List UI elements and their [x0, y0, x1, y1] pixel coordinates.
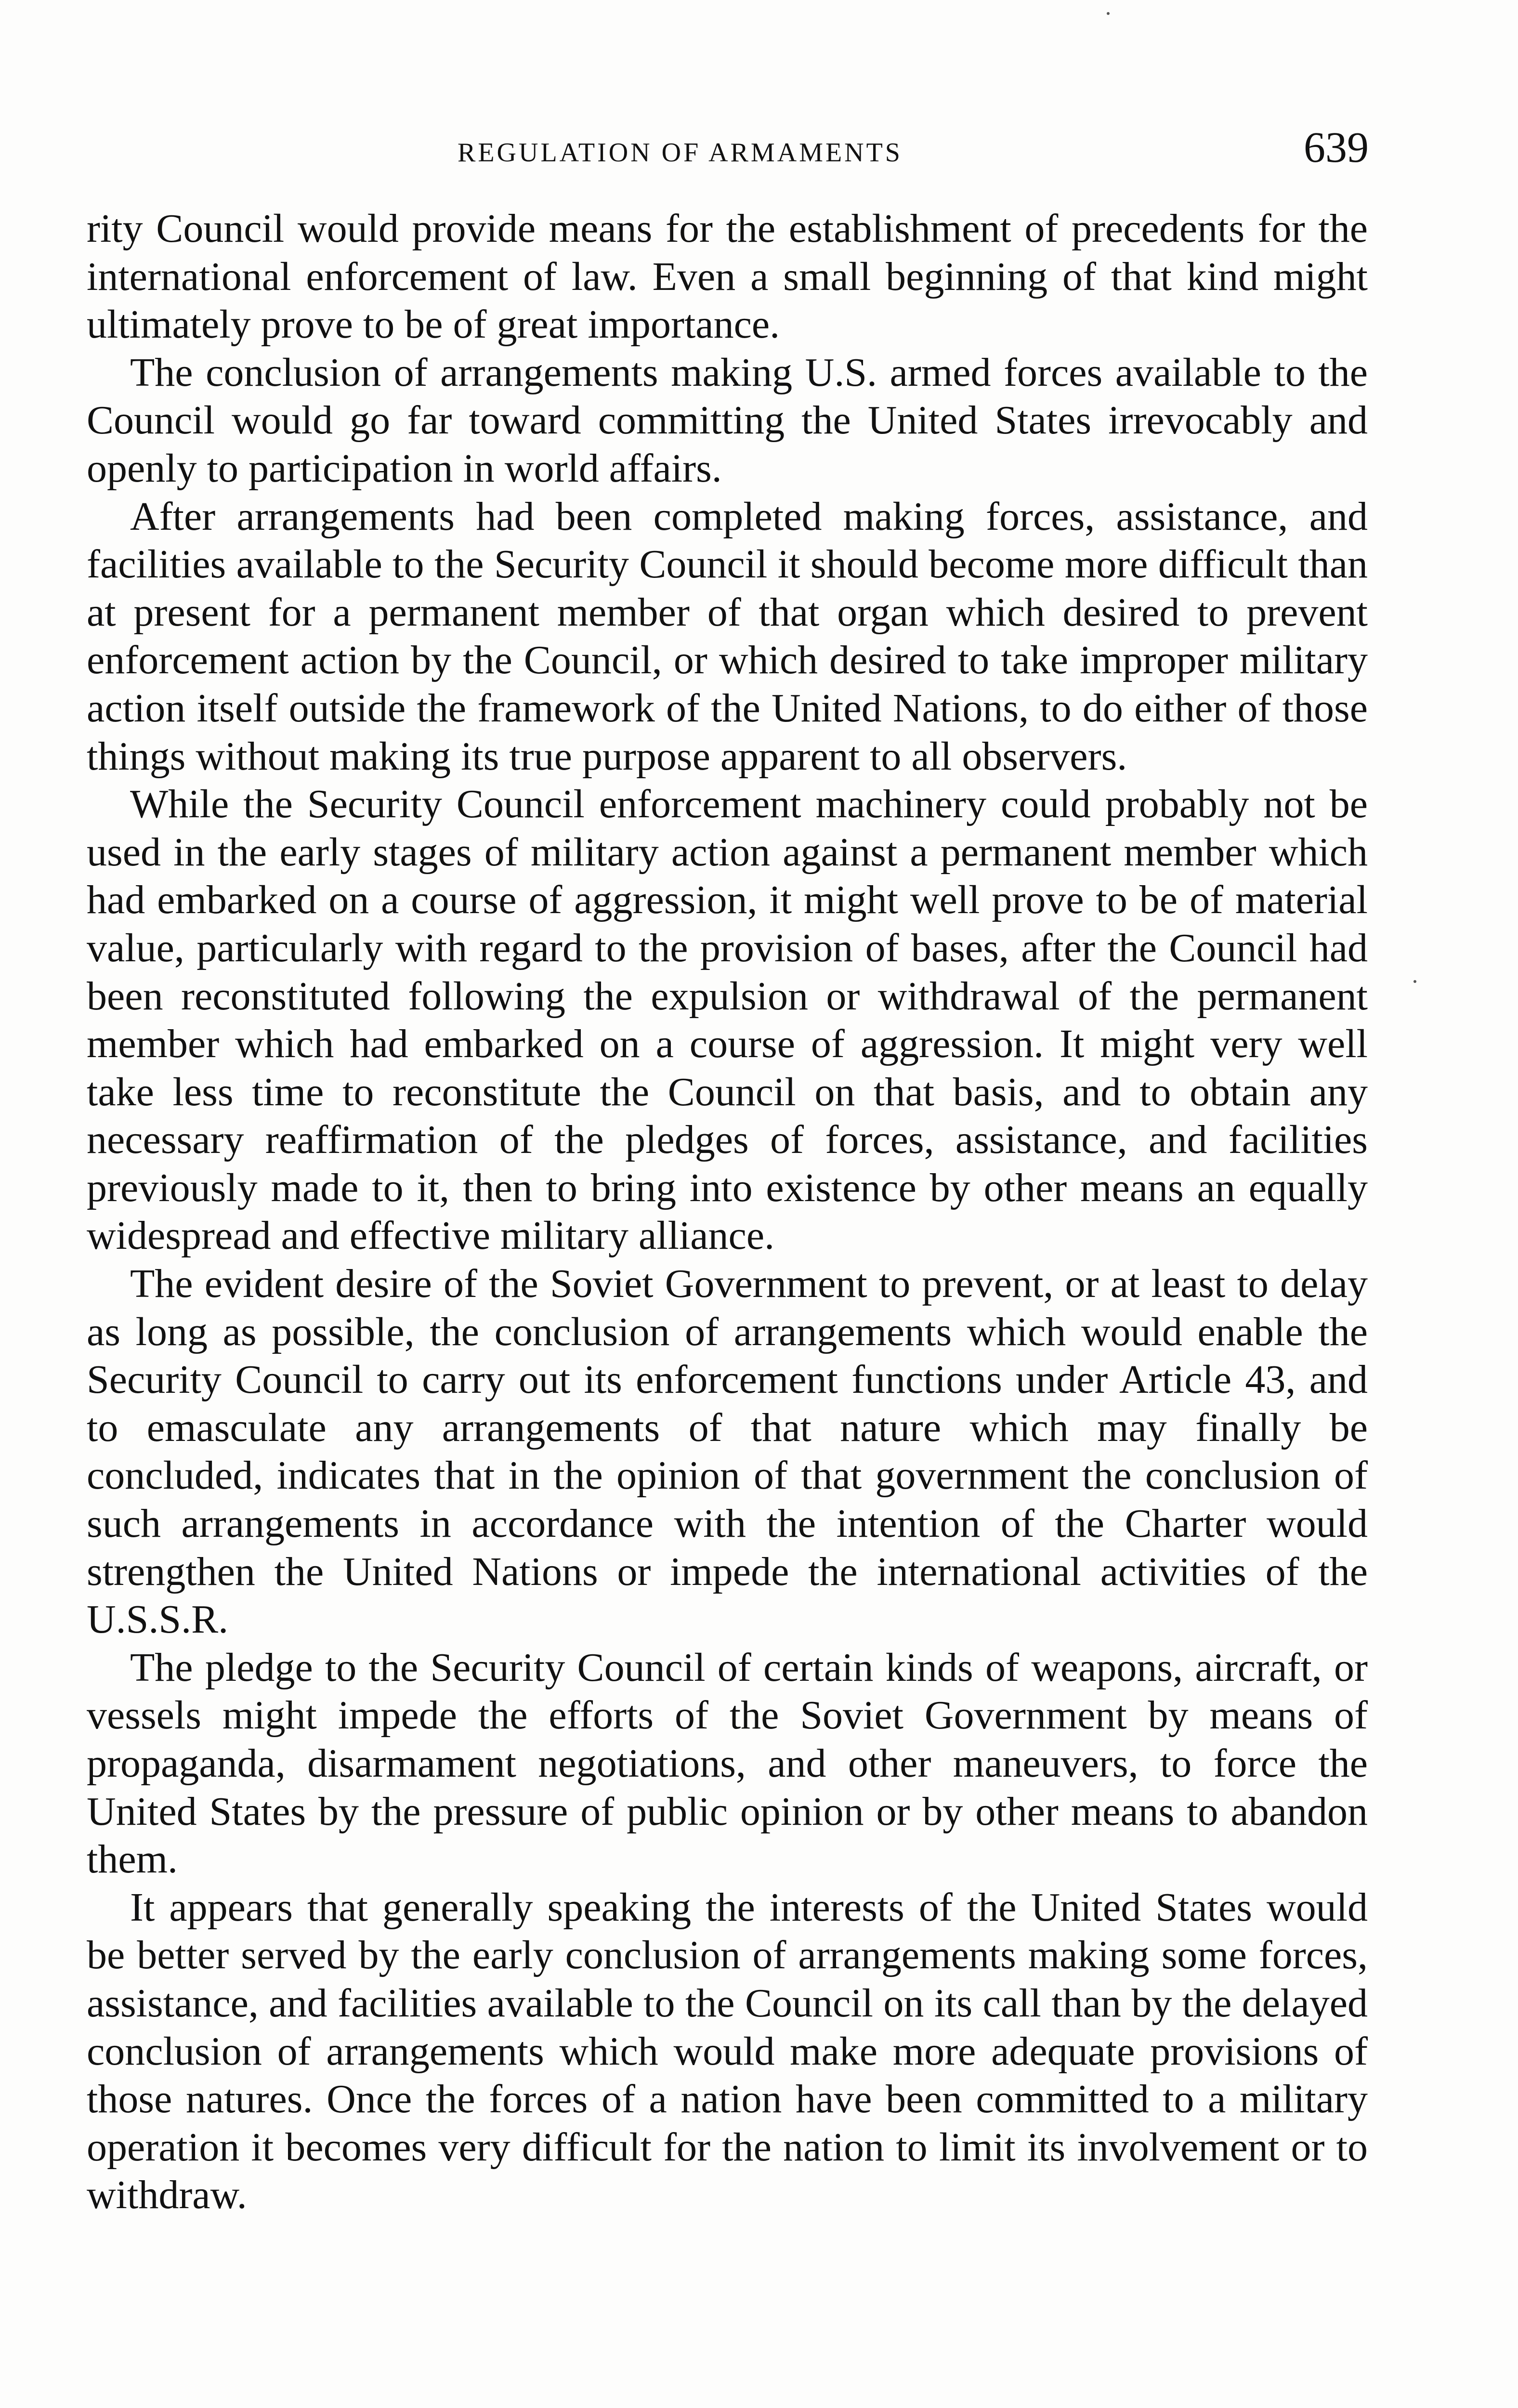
paragraph-7: It appears that generally speaking the interests of the United States would be better served by the early conclusion of arrangements making some forces, assistance, and facilities available to the Council on its call than by the delayed conclusion of arrangements which would make more adequate provisions of those natures. Once the forces of a nation have been committed to a military operation it becomes very difficult for the nation to limit its involvement or to withdraw. — [87, 1885, 1368, 2218]
body-text — [87, 205, 1368, 2219]
paragraph-5: The evident desire of the Soviet Government to prevent, or at least to delay as long as possible, the conclusion of arrangements which would enable the Security Council to carry out its enforcement functions under Article 43, and to emasculate any arrangements of that nature which may finally be concluded, indicates that in the opinion of that government the conclusion of such arrangements in accordance with the intention of the Charter would strengthen the United Nations or impede the international activities of the U.S.S.R. — [87, 1261, 1368, 1642]
paragraph-2: The conclusion of arrangements making U.S. armed forces available to the Council would go far toward committing the United States irrevocably and openly to participation in world affairs. — [87, 350, 1368, 491]
page-number: 639 — [1304, 124, 1369, 171]
print-speck — [1413, 980, 1416, 983]
paragraph-6: The pledge to the Security Council of certain kinds of weapons, aircraft, or vessels might impede the efforts of the Soviet Government by means of propaganda, disarmament negotiations, and other maneuvers, to force the United States by the pressure of public opinion or by other means to abandon them. — [87, 1645, 1368, 1882]
paragraph-1: rity Council would provide means for the establishment of precedents for the international enforcement of law. Even a small beginning of that kind might ultimately prove to be of great importance. — [87, 206, 1368, 347]
running-head — [87, 123, 1387, 176]
running-title: REGULATION OF ARMAMENTS — [458, 138, 903, 168]
paragraph-4: While the Security Council enforcement machinery could probably not be used in the early stages of military action against a permanent member which had embarked on a course of aggression, it might well prove to be of material value, particularly with regard to the provision of bases, after the Council had been reconstituted following the expulsion or withdrawal of the permanent member which had embarked on a course of aggression. It might very well take less time to reconstitute the Council on that basis, and to obtain any necessary reaffirmation of the pledges of forces, assistance, and facilities previously made to it, then to bring into existence by other means an equally widespread and effective military alliance. — [87, 782, 1368, 1258]
print-speck — [1107, 12, 1110, 15]
paragraph-3: After arrangements had been completed making forces, assistance, and facilities available to the Security Council it should become more difficult than at present for a permanent member of that organ which desired to prevent enforcement action by the Council, or which desired to take improper military action itself outside the framework of the United Nations, to do either of those things without making its true purpose apparent to all observers. — [87, 494, 1368, 779]
